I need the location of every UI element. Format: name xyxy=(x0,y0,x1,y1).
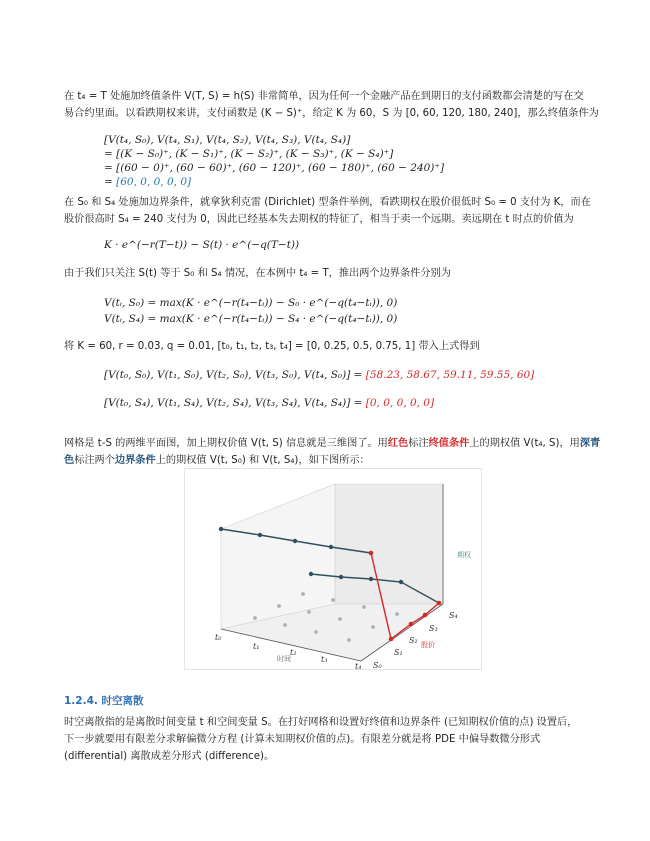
equation-line: V(tᵢ, S₄) = max(K · e^(−r(t₄−tᵢ)) − S₄ · e^(−q(t₄−tᵢ)), 0) xyxy=(104,313,398,325)
grid-point xyxy=(253,616,257,620)
text-run: 上的期权值 V(t, S₀) 和 V(t, S₄)，如下图所示： xyxy=(155,455,370,466)
tick-label-t3: t₃ xyxy=(321,655,328,664)
equation-boundary-conditions xyxy=(104,296,397,326)
tick-label-t2: t₂ xyxy=(290,648,297,657)
text-terminal-condition: 终值条件 xyxy=(428,438,470,449)
section-number: 1.2.4. xyxy=(64,695,98,707)
equation-s4-values xyxy=(104,396,434,410)
boundary-point xyxy=(369,577,373,581)
equation-prefix: = xyxy=(104,176,117,188)
paragraph-parameters: 将 K = 60, r = 0.03, q = 0.01, [t₀, t₁, t₂, t₃, t₄] = [0, 0.25, 0.5, 0.75, 1] 带入上式得到 xyxy=(64,341,480,352)
tick-label-t1: t₁ xyxy=(253,642,260,651)
terminal-point xyxy=(409,622,414,627)
axis-label-time: 时间 xyxy=(277,655,291,663)
grid-3d-plot xyxy=(185,469,481,669)
boundary-point xyxy=(339,575,343,579)
paragraph-figure-intro xyxy=(64,435,604,469)
terminal-point xyxy=(369,551,374,556)
text-line: 易合约里面。以看跌期权来讲，支付函数是 (K − S)⁺，给定 K 为 60，S 为 [0, 60, 120, 180, 240]，那么终值条件为 xyxy=(64,108,599,119)
boundary-point xyxy=(219,527,223,531)
boundary-point xyxy=(309,572,313,576)
boundary-point xyxy=(329,545,333,549)
text-run: 标注 xyxy=(408,438,429,449)
equation-forward-value: K · e^(−r(T−t)) − S(t) · e^(−q(T−t)) xyxy=(104,239,300,251)
equation-line: [V(t₄, S₀), V(t₄, S₁), V(t₄, S₂), V(t₄, S₃), V(t₄, S₄)] xyxy=(104,134,351,146)
terminal-point xyxy=(389,637,394,642)
text-run: 标注两个 xyxy=(74,455,115,466)
equation-terminal-condition xyxy=(104,133,444,189)
text-run: 上的期权值 V(t₄, S)，用 xyxy=(469,438,580,449)
grid-point xyxy=(301,592,305,596)
right-back-pane xyxy=(335,484,443,604)
equation-lhs: [V(t₀, S₄), V(t₁, S₄), V(t₂, S₄), V(t₃, S₄), V(t₄, S₄)] = xyxy=(104,397,366,409)
grid-point xyxy=(283,623,287,627)
equation-line: V(tᵢ, S₀) = max(K · e^(−r(t₄−tᵢ)) − S₀ · e^(−q(t₄−tᵢ)), 0) xyxy=(104,297,398,309)
tick-label-s3: S₃ xyxy=(429,624,438,633)
text-run: 网格是 t-S 的两维平面图，加上期权价值 V(t, S) 信息就是三维图了。用 xyxy=(64,438,388,449)
terminal-values: [60, 0, 0, 0, 0] xyxy=(116,176,192,188)
figure-3d-grid xyxy=(184,468,482,670)
text-line: 股价很高时 S₄ = 240 支付为 0，因此已经基本失去期权的特征了，相当于卖一个远期。卖远期在 t 时点的价值为 xyxy=(64,214,574,225)
s0-boundary-values: [58.23, 58.67, 59.11, 59.55, 60] xyxy=(365,369,535,381)
text-line: (differential) 离散成差分形式 (difference)。 xyxy=(64,751,275,762)
grid-point xyxy=(395,612,399,616)
tick-label-t4: t₄ xyxy=(355,662,362,669)
text-red-word: 红色 xyxy=(387,438,409,449)
grid-point xyxy=(307,610,311,614)
axis-label-stock: 股价 xyxy=(421,641,435,649)
equation-line: = [(K − S₀)⁺, (K − S₁)⁺, (K − S₂)⁺, (K − S₃)⁺, (K − S₄)⁺] xyxy=(104,148,394,160)
equation-s0-values xyxy=(104,368,534,382)
text-teal-word: 深青色 xyxy=(64,438,601,466)
grid-point xyxy=(338,617,342,621)
tick-label-s0: S₀ xyxy=(373,661,382,669)
equation-line: = [(60 − 0)⁺, (60 − 60)⁺, (60 − 120)⁺, (60 − 180)⁺, (60 − 240)⁺] xyxy=(104,162,445,174)
text-line: 时空离散指的是离散时间变量 t 和空间变量 S。在打好网格和设置好终值和边界条件 (已知期权价值的点) 设置后， xyxy=(64,717,578,728)
terminal-point xyxy=(437,601,442,606)
paragraph-discretization xyxy=(64,714,604,765)
tick-label-s4: S₄ xyxy=(449,611,458,620)
text-line: 下一步就要用有限差分求解偏微分方程 (计算未知期权价值的点)。有限差分就是将 PDE 中偏导数微分形式 xyxy=(64,734,541,745)
s4-boundary-values: [0, 0, 0, 0, 0] xyxy=(365,397,435,409)
paragraph-boundary-conditions: 由于我们只关注 S(t) 等于 S₀ 和 S₄ 情况，在本例中 t₄ = T，推出两个边界条件分别为 xyxy=(64,268,451,279)
grid-point xyxy=(331,598,335,602)
text-line: 在 t₄ = T 处施加终值条件 V(T, S) = h(S) 非常简单，因为任何一个金融产品在到期日的支付函数都会清楚的写在交 xyxy=(64,91,584,102)
grid-point xyxy=(314,630,318,634)
axis-label-option: 期权 xyxy=(457,551,471,559)
equation-lhs: [V(t₀, S₀), V(t₁, S₀), V(t₂, S₀), V(t₃, S₀), V(t₄, S₀)] = xyxy=(104,369,366,381)
boundary-point xyxy=(258,533,262,537)
section-heading xyxy=(64,693,144,708)
grid-point xyxy=(277,604,281,608)
text-boundary-condition: 边界条件 xyxy=(114,455,156,466)
tick-label-s2: S₂ xyxy=(409,636,418,645)
equation-line xyxy=(104,175,444,189)
terminal-point xyxy=(423,613,428,618)
boundary-point xyxy=(293,539,297,543)
text-line: 在 S₀ 和 S₄ 处施加边界条件，就拿狄利克雷 (Dirichlet) 型条件举例，看跌期权在股价很低时 S₀ = 0 支付为 K，而在 xyxy=(64,197,591,208)
paragraph-boundary-intro xyxy=(64,194,604,228)
tick-label-t0: t₀ xyxy=(215,633,222,642)
grid-point xyxy=(371,625,375,629)
grid-point xyxy=(347,638,351,642)
tick-label-s1: S₁ xyxy=(394,648,403,657)
section-title: 时空离散 xyxy=(101,695,144,707)
paragraph-terminal-intro xyxy=(64,88,604,122)
boundary-point xyxy=(399,580,403,584)
grid-point xyxy=(362,605,366,609)
